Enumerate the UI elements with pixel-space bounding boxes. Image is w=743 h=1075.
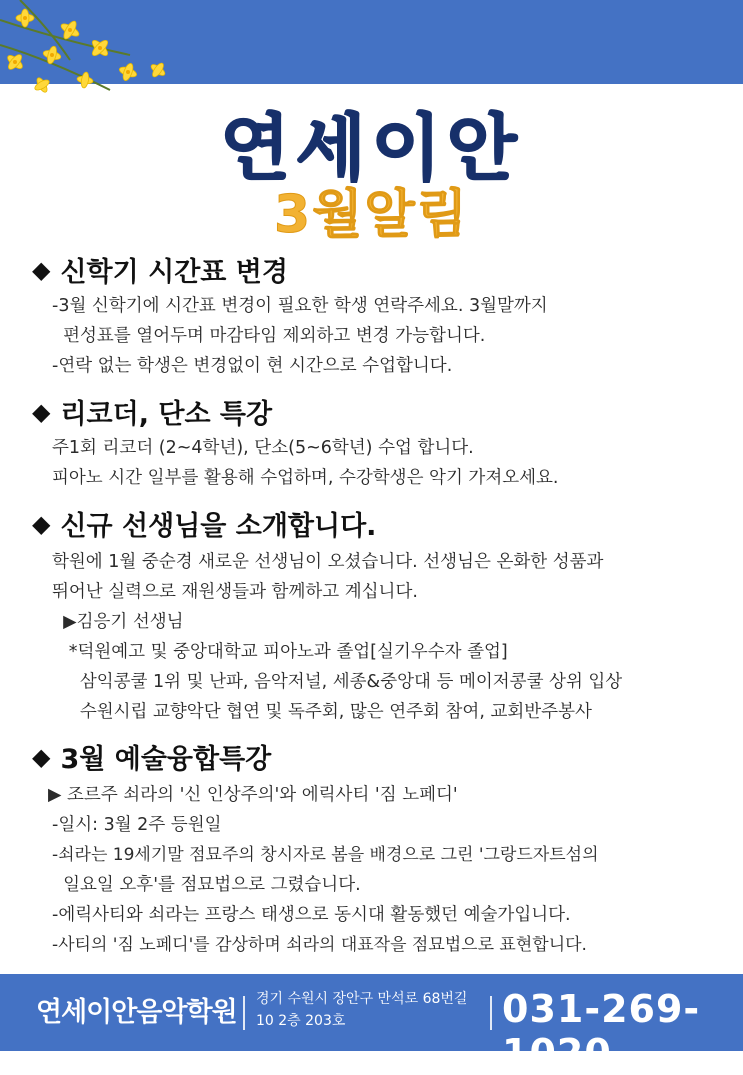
footer-bar <box>0 974 743 1075</box>
section-line: 학원에 1월 중순경 새로운 선생님이 오셨습니다. 선생님은 온화한 성품과 <box>52 552 604 572</box>
diamond-bullet-icon: ◆ <box>32 397 51 426</box>
section-line: 뛰어난 실력으로 재원생들과 함께하고 계십니다. <box>52 582 418 602</box>
academy-address <box>256 988 467 1032</box>
section-line: 일요일 오후'를 점묘법으로 그렸습니다. <box>52 875 361 895</box>
diamond-bullet-icon: ◆ <box>32 255 51 284</box>
section-heading: ◆ 3월 예술융합특강 <box>32 742 272 775</box>
footer-divider <box>490 996 492 1030</box>
section-line: 주1회 리코더 (2~4학년), 단소(5~6학년) 수업 합니다. <box>52 438 474 458</box>
section-line: -에릭사티와 쇠라는 프랑스 태생으로 동시대 활동했던 예술가입니다. <box>52 905 571 925</box>
section-heading: ◆ 신학기 시간표 변경 <box>32 255 288 288</box>
section-recorder-danso <box>32 392 732 493</box>
address-line: 경기 수원시 장안구 만석로 68번길 <box>256 991 468 1007</box>
section-heading: ◆ 리코더, 단소 특강 <box>32 397 273 430</box>
page-title: 연세이안 <box>220 106 523 190</box>
section-line: -연락 없는 학생은 변경없이 현 시간으로 수업합니다. <box>52 356 453 376</box>
section-heading: ◆ 신규 선생님을 소개합니다. <box>32 509 377 542</box>
lecture-topic: ▶ 조르주 쇠라의 '신 인상주의'와 에릭사티 '짐 노페디' <box>48 785 458 805</box>
academy-name: 연세이안음악학원 <box>36 997 237 1028</box>
section-line: 피아노 시간 일부를 활용해 수업하며, 수강학생은 악기 가져오세요. <box>52 468 559 488</box>
teacher-profile-line: 삼익콩쿨 1위 및 난파, 음악저널, 세종&중앙대 등 메이저콩쿨 상위 입상 <box>52 672 623 692</box>
diamond-bullet-icon: ◆ <box>32 742 51 771</box>
forsythia-flowers-decoration <box>0 0 190 100</box>
teacher-profile-line: 수원시립 교향악단 협연 및 독주회, 많은 연주회 참여, 교회반주봉사 <box>52 702 592 722</box>
teacher-profile-line: *덕원예고 및 중앙대학교 피아노과 졸업[실기우수자 졸업] <box>52 642 508 662</box>
section-line: -3월 신학기에 시간표 변경이 필요한 학생 연락주세요. 3월말까지 <box>52 296 548 316</box>
diamond-bullet-icon: ◆ <box>32 509 51 538</box>
phone-number[interactable]: 031-269-1020 <box>502 987 701 1075</box>
teacher-name: ▶김응기 선생님 <box>52 612 184 632</box>
section-timetable <box>32 250 732 381</box>
section-line: -쇠라는 19세기말 점묘주의 창시자로 봄을 배경으로 그린 '그랑드자트섬의 <box>52 845 599 865</box>
page-subtitle: 3월알림 <box>274 185 469 245</box>
address-line: 10 2층 203호 <box>256 1013 346 1029</box>
footer-divider <box>243 996 245 1030</box>
section-line: -일시: 3월 2주 등원일 <box>52 815 222 835</box>
section-art-fusion <box>32 737 732 960</box>
section-line: 편성표를 열어두며 마감타임 제외하고 변경 가능합니다. <box>52 326 486 346</box>
section-new-teacher <box>32 504 732 727</box>
section-line: -사티의 '짐 노페디'를 감상하며 쇠라의 대표작을 점묘법으로 표현합니다. <box>52 935 587 955</box>
